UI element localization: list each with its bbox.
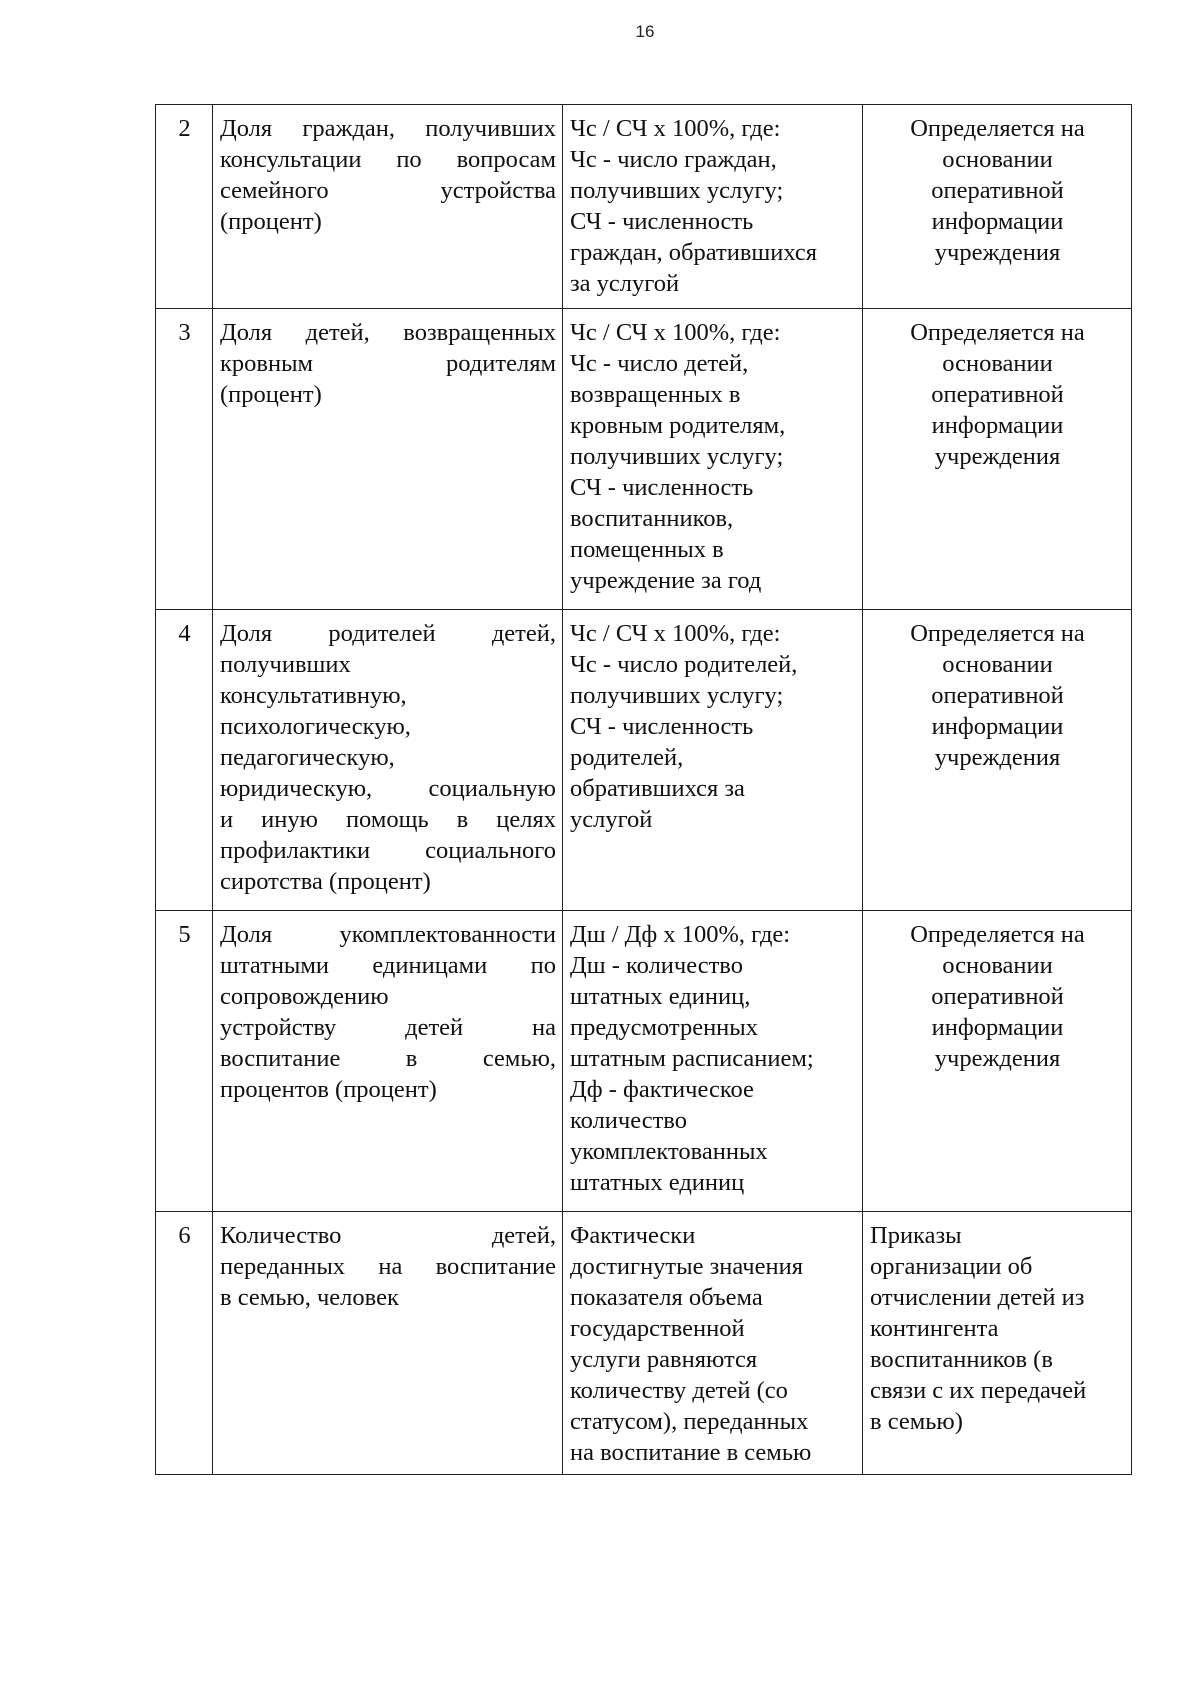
source-line: отчислении детей из bbox=[870, 1284, 1085, 1311]
indicator-name-line: воспитание в семью, bbox=[220, 1045, 556, 1072]
formula-line: предусмотренных bbox=[570, 1014, 758, 1041]
indicator-name-line: семейного устройства bbox=[220, 177, 556, 204]
source-line: учреждения bbox=[934, 443, 1061, 470]
formula-cell bbox=[563, 1212, 863, 1475]
formula-line: на воспитание в семью bbox=[570, 1439, 812, 1466]
indicator-name-line: штатными единицами по bbox=[220, 952, 556, 979]
formula-line: граждан, обратившихся bbox=[570, 239, 818, 266]
indicator-name-line: и иную помощь в целях bbox=[220, 806, 556, 833]
indicator-name-line: психологическую, bbox=[220, 713, 411, 740]
source-cell bbox=[863, 911, 1132, 1212]
formula-line: услугой bbox=[570, 806, 653, 833]
source-line: Приказы bbox=[870, 1222, 962, 1249]
formula-line: возвращенных в bbox=[570, 381, 741, 408]
formula-line: Чс - число родителей, bbox=[570, 651, 798, 678]
indicator-name-line: (процент) bbox=[220, 381, 322, 408]
source-cell bbox=[863, 309, 1132, 610]
row-number: 5 bbox=[156, 911, 213, 1212]
indicator-name-cell bbox=[213, 105, 563, 309]
table-row bbox=[156, 309, 1132, 610]
indicator-name-line: Доля родителей детей, bbox=[220, 620, 556, 647]
source-cell bbox=[863, 105, 1132, 309]
row-number: 6 bbox=[156, 1212, 213, 1475]
formula-line: Чс / СЧ х 100%, где: bbox=[570, 620, 781, 647]
formula-line: Дш - количество bbox=[570, 952, 743, 979]
formula-line: статусом), переданных bbox=[570, 1408, 809, 1435]
source-line: воспитанников (в bbox=[870, 1346, 1053, 1373]
formula-cell bbox=[563, 105, 863, 309]
formula-line: показателя объема bbox=[570, 1284, 763, 1311]
source-line: Определяется на bbox=[910, 319, 1085, 346]
source-cell bbox=[863, 1212, 1132, 1475]
formula-line: СЧ - численность bbox=[570, 208, 754, 235]
indicators-table bbox=[155, 104, 1132, 1475]
indicator-name-cell bbox=[213, 309, 563, 610]
indicator-name-line: юридическую, социальную bbox=[220, 775, 556, 802]
source-line: организации об bbox=[870, 1253, 1033, 1280]
formula-line: штатным расписанием; bbox=[570, 1045, 814, 1072]
row-number: 3 bbox=[156, 309, 213, 610]
source-line: информации bbox=[931, 713, 1064, 740]
source-line: основании bbox=[942, 952, 1053, 979]
source-line: информации bbox=[931, 208, 1064, 235]
table-row bbox=[156, 105, 1132, 309]
source-line: основании bbox=[942, 350, 1053, 377]
formula-line: помещенных в bbox=[570, 536, 724, 563]
source-line: оперативной bbox=[931, 381, 1064, 408]
formula-line: штатных единиц, bbox=[570, 983, 751, 1010]
formula-line: Чс - число детей, bbox=[570, 350, 749, 377]
formula-line: количество bbox=[570, 1107, 687, 1134]
source-line: основании bbox=[942, 651, 1053, 678]
source-cell bbox=[863, 610, 1132, 911]
indicator-name-cell bbox=[213, 610, 563, 911]
formula-cell bbox=[563, 610, 863, 911]
source-line: оперативной bbox=[931, 682, 1064, 709]
formula-line: получивших услугу; bbox=[570, 177, 784, 204]
formula-line: Чс - число граждан, bbox=[570, 146, 777, 173]
indicator-name-line: в семью, человек bbox=[220, 1284, 399, 1311]
formula-line: Дш / Дф х 100%, где: bbox=[570, 921, 791, 948]
formula-line: Фактически bbox=[570, 1222, 696, 1249]
source-line: в семью) bbox=[870, 1408, 963, 1435]
source-line: Определяется на bbox=[910, 620, 1085, 647]
source-line: учреждения bbox=[934, 1045, 1061, 1072]
formula-line: количеству детей (со bbox=[570, 1377, 788, 1404]
source-line: оперативной bbox=[931, 177, 1064, 204]
formula-line: Дф - фактическое bbox=[570, 1076, 754, 1103]
formula-line: учреждение за год bbox=[570, 567, 762, 594]
source-line: оперативной bbox=[931, 983, 1064, 1010]
row-number: 4 bbox=[156, 610, 213, 911]
formula-line: кровным родителям, bbox=[570, 412, 786, 439]
indicator-name-line: консультации по вопросам bbox=[220, 146, 556, 173]
formula-cell bbox=[563, 309, 863, 610]
indicator-name-line: получивших bbox=[220, 651, 351, 678]
source-line: учреждения bbox=[934, 744, 1061, 771]
formula-line: получивших услугу; bbox=[570, 443, 784, 470]
indicator-name-line: устройству детей на bbox=[220, 1014, 556, 1041]
indicator-name-line: педагогическую, bbox=[220, 744, 395, 771]
formula-line: СЧ - численность bbox=[570, 713, 754, 740]
formula-line: воспитанников, bbox=[570, 505, 734, 532]
source-line: связи с их передачей bbox=[870, 1377, 1087, 1404]
formula-line: СЧ - численность bbox=[570, 474, 754, 501]
indicator-name-line: профилактики социального bbox=[220, 837, 556, 864]
indicator-name-line: сиротства (процент) bbox=[220, 868, 431, 895]
formula-line: получивших услугу; bbox=[570, 682, 784, 709]
indicator-name-line: Доля детей, возвращенных bbox=[220, 319, 556, 346]
indicator-name-line: (процент) bbox=[220, 208, 322, 235]
formula-line: родителей, bbox=[570, 744, 684, 771]
source-line: основании bbox=[942, 146, 1053, 173]
indicator-name-line: процентов (процент) bbox=[220, 1076, 437, 1103]
indicator-name-cell bbox=[213, 911, 563, 1212]
formula-line: Чс / СЧ х 100%, где: bbox=[570, 319, 781, 346]
formula-line: Чс / СЧ х 100%, где: bbox=[570, 115, 781, 142]
formula-line: услуги равняются bbox=[570, 1346, 758, 1373]
indicator-name-line: Доля укомплектованности bbox=[220, 921, 556, 948]
indicator-name-line: переданных на воспитание bbox=[220, 1253, 556, 1280]
source-line: Определяется на bbox=[910, 115, 1085, 142]
indicator-name-line: Доля граждан, получивших bbox=[220, 115, 556, 142]
formula-line: укомплектованных bbox=[570, 1138, 768, 1165]
indicator-name-line: кровным родителям bbox=[220, 350, 556, 377]
table-row bbox=[156, 610, 1132, 911]
source-line: контингента bbox=[870, 1315, 999, 1342]
table-row bbox=[156, 911, 1132, 1212]
indicator-name-line: Количество детей, bbox=[220, 1222, 556, 1249]
formula-line: за услугой bbox=[570, 270, 680, 297]
source-line: Определяется на bbox=[910, 921, 1085, 948]
indicator-name-cell bbox=[213, 1212, 563, 1475]
indicator-name-line: консультативную, bbox=[220, 682, 407, 709]
indicator-name-line: сопровождению bbox=[220, 983, 389, 1010]
formula-line: достигнутые значения bbox=[570, 1253, 803, 1280]
formula-line: штатных единиц bbox=[570, 1169, 745, 1196]
source-line: информации bbox=[931, 1014, 1064, 1041]
source-line: информации bbox=[931, 412, 1064, 439]
formula-cell bbox=[563, 911, 863, 1212]
table-row bbox=[156, 1212, 1132, 1475]
formula-line: обратившихся за bbox=[570, 775, 745, 802]
page-number: 16 bbox=[635, 22, 655, 41]
source-line: учреждения bbox=[934, 239, 1061, 266]
row-number: 2 bbox=[156, 105, 213, 309]
formula-line: государственной bbox=[570, 1315, 745, 1342]
